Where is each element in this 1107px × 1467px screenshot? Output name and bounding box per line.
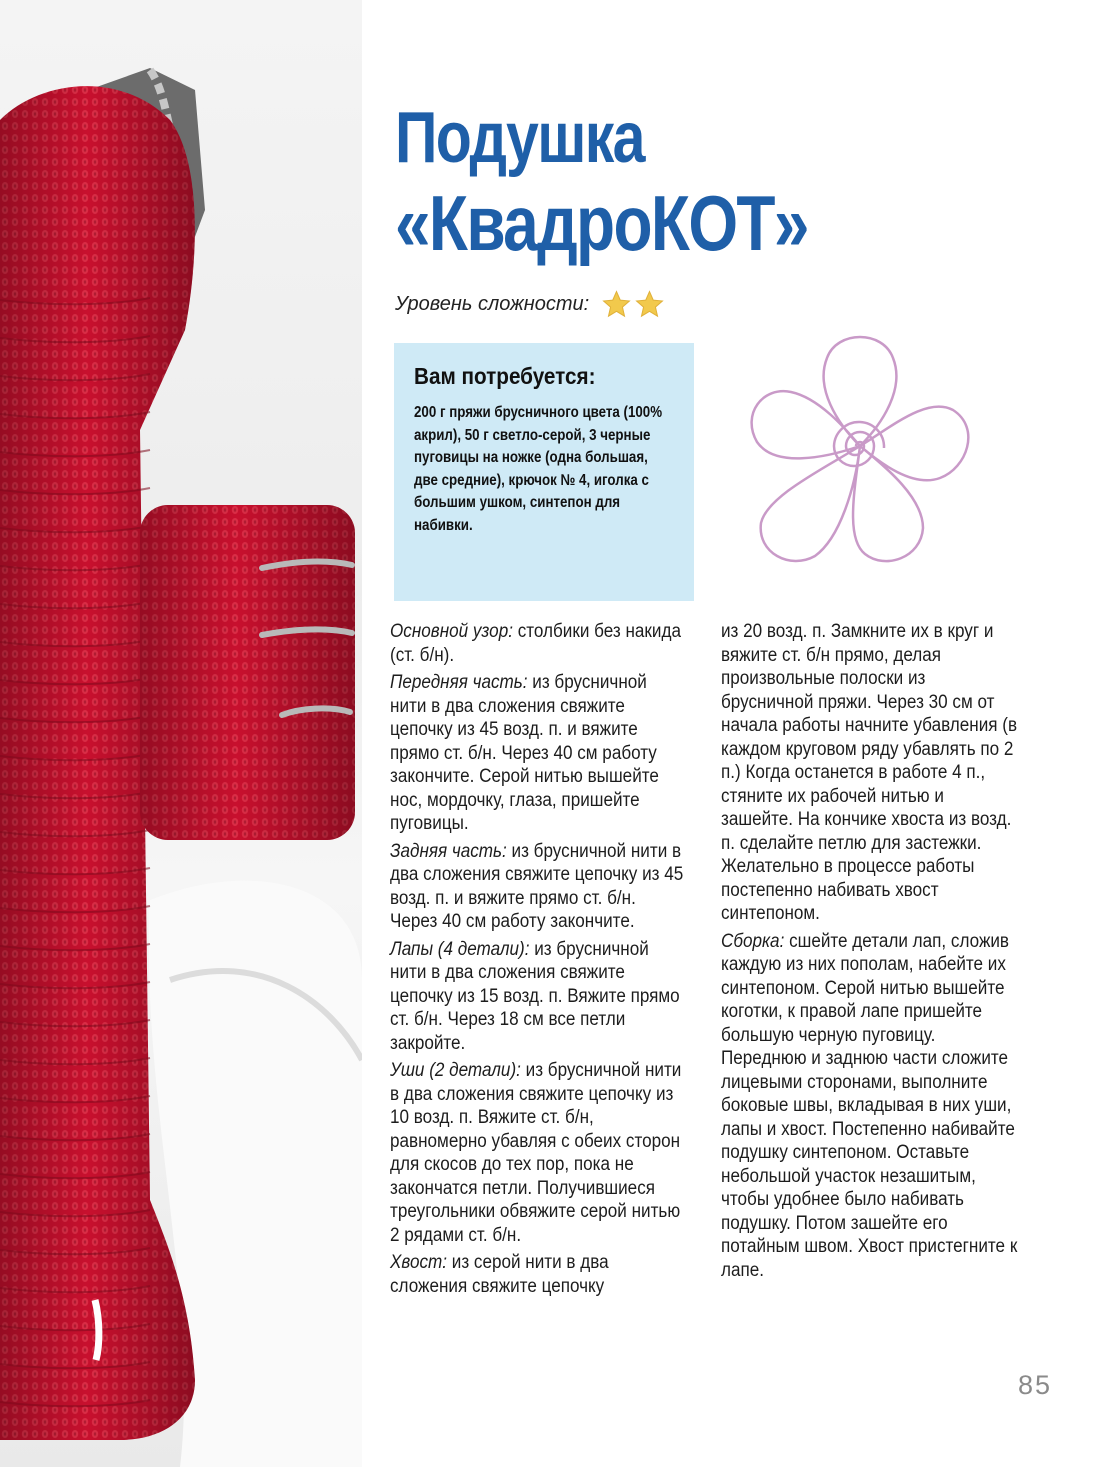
instruction-paragraph	[390, 840, 687, 934]
column-2-paragraphs	[721, 620, 1018, 1282]
flower-icon	[745, 318, 975, 580]
instruction-text: из 20 возд. п. Замкните их в круг и вяжите ст. б/н прямо, делая произвольные полоски из брусничной пряжи. Через 30 см от начала работы начните убавления (в каждом круговом ряду убавлять по 2 п.) Когда останется в работе 4 п., стяните их рабочей нитью и зашейте. На кончике хвоста из возд. п. сделайте петлю для застежки. Желательно в процессе работы постепенно набивать хвост синтепоном.	[721, 621, 1018, 924]
materials-text: 200 г пряжи брусничного цвета (100% акрил), 50 г светло-серой, 3 черные пуговицы на ножке (одна большая, две средние), крючок № 4, иголка с большим ушком, синтепон для набивки.	[414, 404, 663, 534]
instruction-paragraph	[390, 1059, 687, 1247]
materials-box	[394, 343, 694, 601]
instruction-paragraph	[390, 620, 687, 667]
star-icon	[601, 289, 632, 320]
crochet-pillow-illustration	[0, 0, 362, 1467]
page-title	[395, 98, 898, 267]
instruction-text: из брусничной нити в два сложения свяжите цепочку из 10 возд. п. Вяжите ст. б/н, равномерно убавляя с обеих сторон для скосов до тех пор, пока не закончатся петли. Получившиеся треугольники обвяжите серой нитью 2 рядами ст. б/н.	[390, 1060, 682, 1246]
instruction-label: Основной узор:	[390, 621, 513, 642]
column-1-paragraphs	[390, 620, 687, 1298]
instruction-text: сшейте детали лап, сложив каждую из них пополам, набейте их синтепоном. Серой нитью вышейте коготки, к правой лапе пришейте большую черную пуговицу. Переднюю и заднюю части сложите лицевыми сторонами, выполните боковые швы, вкладывая в них уши, лапы и хвост. Постепенно набивайте подушку синтепоном. Оставьте небольшой участок незашитым, чтобы удобнее было набивать подушку. Потом зашейте его потайным швом. Хвост пристегните к лапе.	[721, 930, 1018, 1281]
star-icon	[634, 289, 665, 320]
instruction-text: из брусничной нити в два сложения свяжите цепочку из 15 возд. п. Вяжите прямо ст. б/н. Через 18 см все петли закройте.	[390, 938, 680, 1054]
title-line-1: Подушка	[395, 98, 644, 178]
instruction-label: Лапы (4 детали):	[390, 938, 530, 960]
instruction-label: Передняя часть:	[390, 672, 528, 693]
instruction-label: Уши (2 детали):	[390, 1060, 521, 1081]
instruction-text: из брусничной нити в два сложения свяжите цепочку из 45 возд. п. и вяжите прямо ст. б/н. Через 40 см работу закончите.	[390, 840, 684, 932]
instruction-paragraph	[390, 1251, 687, 1298]
instructions-column-2	[721, 620, 1021, 1286]
instruction-text: столбики без накида (ст. б/н).	[390, 621, 681, 666]
instruction-paragraph	[721, 620, 1018, 926]
product-photo	[0, 0, 362, 1467]
instruction-paragraph	[390, 938, 687, 1056]
instruction-label: Сборка:	[721, 930, 785, 952]
title-line-2: «КвадроКОТ»	[395, 179, 808, 267]
instruction-text: из брусничной нити в два сложения свяжите цепочку из 45 возд. п. и вяжите прямо ст. б/н. Через 40 см работу закончите. Серой нитью вышейте нос, мордочку, глаза, пришейте пуговицы.	[390, 672, 659, 834]
page-number: 85	[1018, 1370, 1053, 1400]
instruction-label: Задняя часть:	[390, 840, 507, 862]
instructions-column-1	[390, 620, 690, 1302]
materials-heading: Вам потребуется:	[414, 363, 596, 389]
instruction-paragraph	[721, 930, 1018, 1283]
instruction-label: Хвост:	[390, 1252, 448, 1273]
difficulty-level	[395, 289, 667, 320]
difficulty-label: Уровень сложности:	[395, 293, 590, 315]
instruction-text: из серой нити в два сложения свяжите цепочку	[390, 1252, 609, 1297]
instruction-paragraph	[390, 671, 687, 836]
difficulty-stars	[601, 289, 667, 320]
